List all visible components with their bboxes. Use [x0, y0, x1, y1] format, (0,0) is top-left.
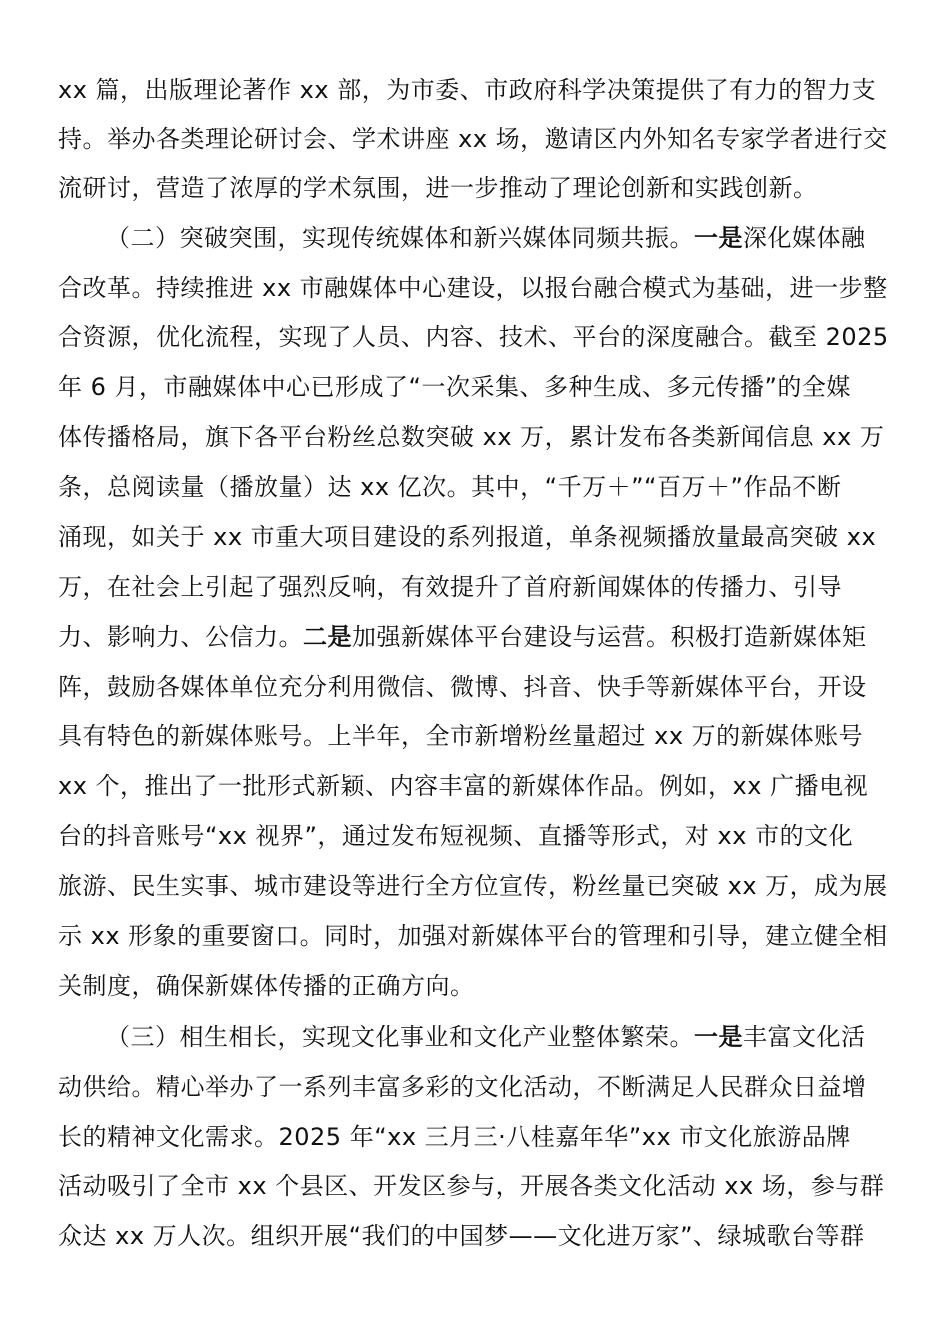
text-line: 持。举办各类理论研讨会、学术讲座 xx 场，邀请区内外知名专家学者进行交 [58, 125, 888, 153]
text-line: 年 6 月，市融媒体中心已形成了“一次采集、多种生成、多元传播”的全媒 [58, 373, 851, 401]
bold-marker: 一是 [694, 1023, 743, 1051]
section-heading-line [106, 222, 866, 254]
text-fragment: 深化媒体融 [743, 224, 866, 252]
text-line: 关制度，确保新媒体传播的正确方向。 [58, 972, 475, 1000]
text-line: 阵，鼓励各媒体单位充分利用微信、微博、抖音、快手等新媒体平台，开设 [58, 673, 867, 701]
text-line: 众达 xx 万人次。组织开展“我们的中国梦——文化进万家”、绿城歌台等群 [58, 1222, 865, 1250]
text-fragment: 加强新媒体平台建设与运营。积极打造新媒体矩 [352, 623, 867, 651]
text-line: 长的精神文化需求。2025 年“xx 三月三·八桂嘉年华”xx 市文化旅游品牌 [58, 1123, 851, 1151]
text-line: 条，总阅读量（播放量）达 xx 亿次。其中，“千万＋”“百万＋”作品不断 [58, 473, 842, 501]
text-line: 合资源，优化流程，实现了人员、内容、技术、平台的深度融合。截至 2025 [58, 323, 889, 351]
bold-marker: 二是 [303, 623, 352, 651]
text-line-with-bold [58, 621, 867, 653]
section-heading-line [106, 1021, 866, 1053]
text-fragment: 丰富文化活 [743, 1023, 866, 1051]
section-heading: （二）突破突围，实现传统媒体和新兴媒体同频共振。 [106, 224, 694, 252]
text-line: 示 xx 形象的重要窗口。同时，加强对新媒体平台的管理和引导，建立健全相 [58, 922, 888, 950]
text-fragment: 力、影响力、公信力。 [58, 623, 303, 651]
text-line: xx 篇，出版理论著作 xx 部，为市委、市政府科学决策提供了有力的智力支 [58, 76, 877, 104]
text-line: xx 个，推出了一批形式新颖、内容丰富的新媒体作品。例如，xx 广播电视 [58, 772, 869, 800]
section-heading: （三）相生相长，实现文化事业和文化产业整体繁荣。 [106, 1023, 694, 1051]
text-line: 合改革。持续推进 xx 市融媒体中心建设，以报台融合模式为基础，进一步整 [58, 274, 888, 302]
text-line: 活动吸引了全市 xx 个县区、开发区参与，开展各类文化活动 xx 场，参与群 [58, 1172, 885, 1200]
text-line: 具有特色的新媒体账号。上半年，全市新增粉丝量超过 xx 万的新媒体账号 [58, 722, 864, 750]
bold-marker: 一是 [694, 224, 743, 252]
text-line: 台的抖音账号“xx 视界”，通过发布短视频、直播等形式，对 xx 市的文化 [58, 822, 854, 850]
text-line: 流研讨，营造了浓厚的学术氛围，进一步推动了理论创新和实践创新。 [58, 174, 818, 202]
text-line: 体传播格局，旗下各平台粉丝总数突破 xx 万，累计发布各类新闻信息 xx 万 [58, 423, 885, 451]
text-line: 旅游、民生实事、城市建设等进行全方位宣传，粉丝量已突破 xx 万，成为展 [58, 872, 888, 900]
text-line: 动供给。精心举办了一系列丰富多彩的文化活动，不断满足人民群众日益增 [58, 1073, 867, 1101]
text-line: 涌现，如关于 xx 市重大项目建设的系列报道，单条视频播放量最高突破 xx [58, 523, 877, 551]
text-line: 万，在社会上引起了强烈反响，有效提升了首府新闻媒体的传播力、引导 [58, 573, 842, 601]
